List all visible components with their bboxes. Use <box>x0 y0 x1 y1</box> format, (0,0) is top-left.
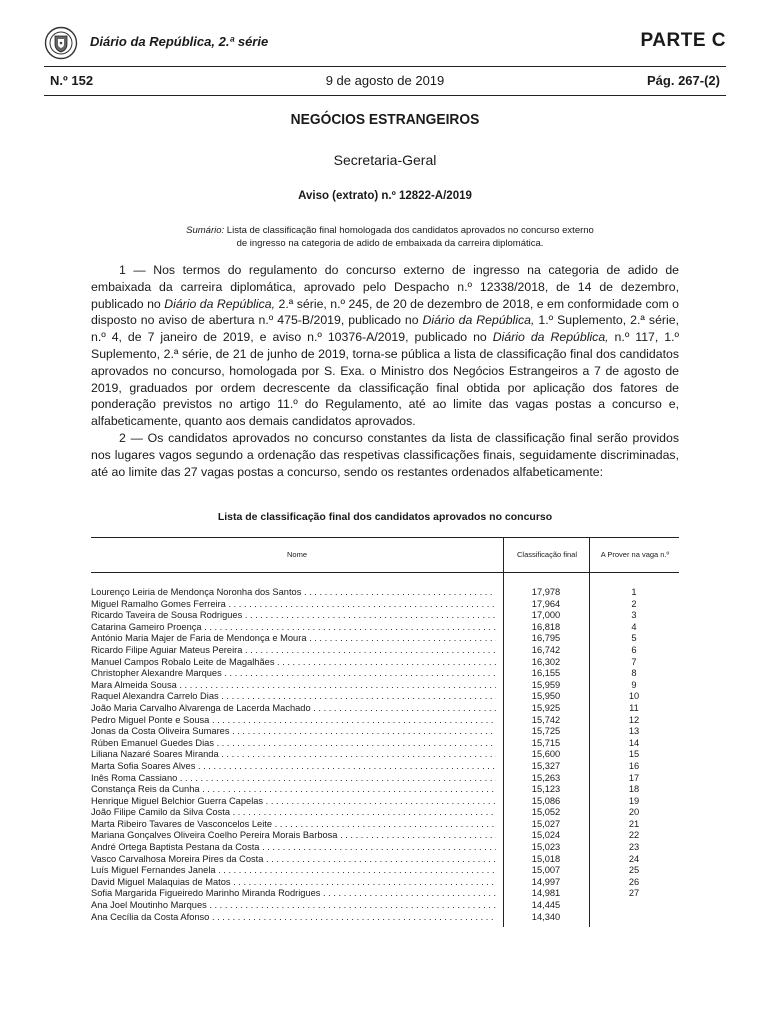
page-header <box>44 26 726 62</box>
candidate-name: Ana Cecília da Costa Afonso . . . <box>91 912 496 924</box>
text-segment: n.º 117, 1.º Suplemento, 2.ª série, de 21 de junho de 2019, torna-se pública a lista de classificação final dos candidatos aprovados no concurso, homologada por S. Exa. o Ministro dos Negócios Estrangeiros a 7 de agosto de 2019, graduados por ordem decrescente da classificação final obtida por aplicação dos fatores de ponderação previstos no artigo 11.º do Regulamento, até ao limite das vagas postas a concurso e, alfabeticamente, quanto aos demais candidatos aprovados. <box>91 330 680 429</box>
candidate-name: Inês Roma Cassiano . . . <box>91 773 496 785</box>
ministry-heading: NEGÓCIOS ESTRANGEIROS <box>290 111 480 128</box>
vacancy-number: 18 <box>628 784 640 795</box>
candidate-name: Henrique Miguel Belchior Guerra Capelas . . . <box>91 796 496 808</box>
candidate-name: André Ortega Baptista Pestana da Costa . . . <box>91 842 496 854</box>
table-row <box>91 587 679 599</box>
text-segment: 2.ª série, n.º 245, de 20 de dezembro de 2018, e em conformidade com o disposto no aviso de abertura n.º 475-B/2019, publicado no <box>91 296 680 328</box>
table-row <box>91 865 679 877</box>
issue-line <box>50 73 720 91</box>
candidate-name: Rúben Emanuel Guedes Dias . . . <box>91 738 496 750</box>
final-score: 15,715 <box>531 737 561 748</box>
vacancy-number: 27 <box>628 888 640 899</box>
table-row <box>91 877 679 889</box>
table-row <box>91 599 679 611</box>
table-row <box>91 668 679 680</box>
vacancy-number: 11 <box>629 702 639 713</box>
candidate-name: Marta Ribeiro Tavares de Vasconcelos Leite . . . <box>91 819 496 831</box>
summary-label: Sumário: <box>186 225 225 236</box>
candidate-name: Manuel Campos Robalo Leite de Magalhães . . . <box>91 657 496 669</box>
candidate-name: Sofia Margarida Figueiredo Marinho Miranda Rodrigues . . . <box>91 888 496 900</box>
table-row <box>91 749 679 761</box>
final-score: 15,950 <box>531 691 561 702</box>
candidate-name: Catarina Gameiro Proença . . . <box>91 622 496 634</box>
vacancy-number: 6 <box>631 644 637 655</box>
table-row <box>91 622 679 634</box>
page-number: Pág. 267-(2) <box>647 73 720 88</box>
candidate-name: Lourenço Leiria de Mendonça Noronha dos Santos . . . <box>91 587 496 599</box>
vacancy-number: 13 <box>628 726 640 737</box>
vacancy-number: 20 <box>628 807 640 818</box>
candidate-name: Mara Almeida Sousa . . . <box>91 680 496 692</box>
notice-title: Aviso (extrato) n.º 12822-A/2019 <box>298 190 472 202</box>
table-row <box>91 784 679 796</box>
final-score: 15,052 <box>531 807 561 818</box>
candidate-name: Raquel Alexandra Carrelo Dias . . . <box>91 691 496 703</box>
table-row <box>91 680 679 692</box>
vacancy-number: 1 <box>631 587 637 597</box>
vacancy-number: 23 <box>628 842 640 853</box>
candidate-name: Vasco Carvalhosa Moreira Pires da Costa . . . <box>91 854 496 866</box>
final-score: 15,327 <box>531 760 561 771</box>
table-row <box>91 773 679 785</box>
table-row <box>91 888 679 900</box>
final-score: 14,340 <box>531 911 561 922</box>
table-row <box>91 633 679 645</box>
final-score: 15,600 <box>531 749 561 760</box>
final-score: 15,925 <box>531 702 561 713</box>
final-score: 15,123 <box>531 784 561 795</box>
vacancy-number: 24 <box>628 853 640 864</box>
vacancy-number: 10 <box>628 691 640 702</box>
vacancy-number: 17 <box>628 772 640 783</box>
final-score: 17,978 <box>531 587 561 597</box>
column-header-rank: A Prover na vaga n.º <box>589 538 680 572</box>
classification-table <box>91 537 679 923</box>
vacancy-number: 9 <box>631 679 637 690</box>
table-row <box>91 726 679 738</box>
final-score: 15,959 <box>531 679 561 690</box>
issue-date: 9 de agosto de 2019 <box>325 73 445 88</box>
table-title: Lista de classificação final dos candidatos aprovados no concurso <box>217 511 553 523</box>
final-score: 17,000 <box>531 610 561 621</box>
paragraph <box>91 430 679 480</box>
final-score: 15,027 <box>531 818 561 829</box>
text-segment: 1.º Suplemento, 2.ª série, n.º 4, de 7 janeiro de 2019, e aviso n.º 10376-A/2019, publicado no <box>91 313 679 345</box>
table-row <box>91 912 679 924</box>
issue-number: N.º 152 <box>50 73 94 88</box>
section-heading: Secretaria-Geral <box>333 152 437 168</box>
table-body <box>91 573 679 923</box>
final-score: 15,018 <box>531 853 561 864</box>
publication-title: Diário da República, 2.ª série <box>90 34 269 49</box>
final-score: 15,024 <box>531 830 561 841</box>
table-row <box>91 703 679 715</box>
candidate-name: Jonas da Costa Oliveira Sumares . . . <box>91 726 496 738</box>
candidate-name: Liliana Nazaré Soares Miranda . . . <box>91 749 496 761</box>
final-score: 15,086 <box>531 795 561 806</box>
vacancy-number: 19 <box>628 795 640 806</box>
candidate-name: David Miguel Malaquias de Matos . . . <box>91 877 496 889</box>
table-row <box>91 691 679 703</box>
text-segment: 1 — Nos termos do regulamento do concurso externo de ingresso na categoria de adido de embaixada da carreira diplomática, aprovado pelo Despacho n.º 12338/2018, de 14 de dezembro, publicado no <box>91 263 679 311</box>
vacancy-number: 15 <box>628 749 640 760</box>
candidate-name: João Filipe Camilo da Silva Costa . . . <box>91 807 496 819</box>
table-row <box>91 715 679 727</box>
final-score: 15,742 <box>531 714 561 725</box>
vacancy-number: 7 <box>631 656 637 667</box>
table-row <box>91 830 679 842</box>
vacancy-number: 16 <box>628 760 640 771</box>
text-segment: 2 — Os candidatos aprovados no concurso constantes da lista de classificação final serão providos nos lugares vagos segundo a ordenação das respetivas classificações finais, seguidamente discriminadas, até ao limite das 27 vagas postas a concurso, sendo os restantes ordenados alfabeticamente: <box>91 430 679 479</box>
vacancy-number: 14 <box>628 737 640 748</box>
italic-text: Diário da República, <box>422 313 535 328</box>
final-score: 15,263 <box>531 772 561 783</box>
final-score: 14,981 <box>531 888 561 899</box>
summary-line1: Lista de classificação final homologada dos candidatos aprovados no concurso externo <box>226 225 594 236</box>
vacancy-number: 4 <box>631 621 637 632</box>
candidate-name: Constança Reis da Cunha . . . <box>91 784 496 796</box>
summary-line2: de ingresso na categoria de adido de embaixada da carreira diplomática. <box>236 238 544 249</box>
candidate-name: Ana Joel Moutinho Marques . . . <box>91 900 496 912</box>
notice-body <box>91 262 679 480</box>
table-row <box>91 657 679 669</box>
final-score: 15,023 <box>531 842 561 853</box>
table-row <box>91 900 679 912</box>
candidate-name: Pedro Miguel Ponte e Sousa . . . <box>91 715 496 727</box>
vacancy-number: 12 <box>628 714 640 725</box>
part-label: PARTE C <box>640 30 726 51</box>
table-row <box>91 610 679 622</box>
candidate-name: Marta Sofia Soares Alves . . . <box>91 761 496 773</box>
final-score: 16,302 <box>531 656 561 667</box>
column-header-name: Nome <box>286 550 307 559</box>
candidate-name: Ricardo Filipe Aguiar Mateus Pereira . . . <box>91 645 496 657</box>
vacancy-number: 22 <box>628 830 640 841</box>
table-row <box>91 796 679 808</box>
issue-divider <box>44 95 726 96</box>
table-row <box>91 807 679 819</box>
column-header-score: Classificação final <box>503 538 590 572</box>
vacancy-number: 25 <box>628 865 640 876</box>
vacancy-number: 21 <box>628 818 640 829</box>
candidate-name: António Maria Majer de Faria de Mendonça e Moura . . . <box>91 633 496 645</box>
final-score: 16,795 <box>531 633 561 644</box>
table-row <box>91 761 679 773</box>
candidate-name: João Maria Carvalho Alvarenga de Lacerda Machado . . . <box>91 703 496 715</box>
final-score: 15,007 <box>531 865 561 876</box>
summary <box>150 224 630 250</box>
final-score: 16,742 <box>531 644 561 655</box>
candidate-name: Christopher Alexandre Marques . . . <box>91 668 496 680</box>
final-score: 16,818 <box>531 621 561 632</box>
final-score: 16,155 <box>531 668 561 679</box>
candidate-name: Ricardo Taveira de Sousa Rodrigues . . . <box>91 610 496 622</box>
table-header <box>91 537 679 573</box>
italic-text: Diário da República, <box>492 330 609 345</box>
vacancy-number: 26 <box>628 876 640 887</box>
vacancy-number: 8 <box>631 668 637 679</box>
table-row <box>91 842 679 854</box>
table-row <box>91 854 679 866</box>
candidate-name: Mariana Gonçalves Oliveira Coelho Pereira Morais Barbosa . . . <box>91 830 496 842</box>
table-row <box>91 738 679 750</box>
vacancy-number: 2 <box>631 598 637 609</box>
coat-of-arms-icon <box>44 26 78 60</box>
candidate-name: Miguel Ramalho Gomes Ferreira . . . <box>91 599 496 611</box>
final-score: 14,445 <box>531 900 561 911</box>
final-score: 15,725 <box>531 726 561 737</box>
vacancy-number: 3 <box>631 610 637 621</box>
table-row <box>91 645 679 657</box>
candidate-name: Luís Miguel Fernandes Janela . . . <box>91 865 496 877</box>
table-row <box>91 819 679 831</box>
paragraph <box>91 262 679 430</box>
header-divider <box>44 66 726 67</box>
final-score: 14,997 <box>531 876 561 887</box>
vacancy-number: 5 <box>631 633 637 644</box>
italic-text: Diário da República, <box>164 296 276 311</box>
final-score: 17,964 <box>531 598 561 609</box>
